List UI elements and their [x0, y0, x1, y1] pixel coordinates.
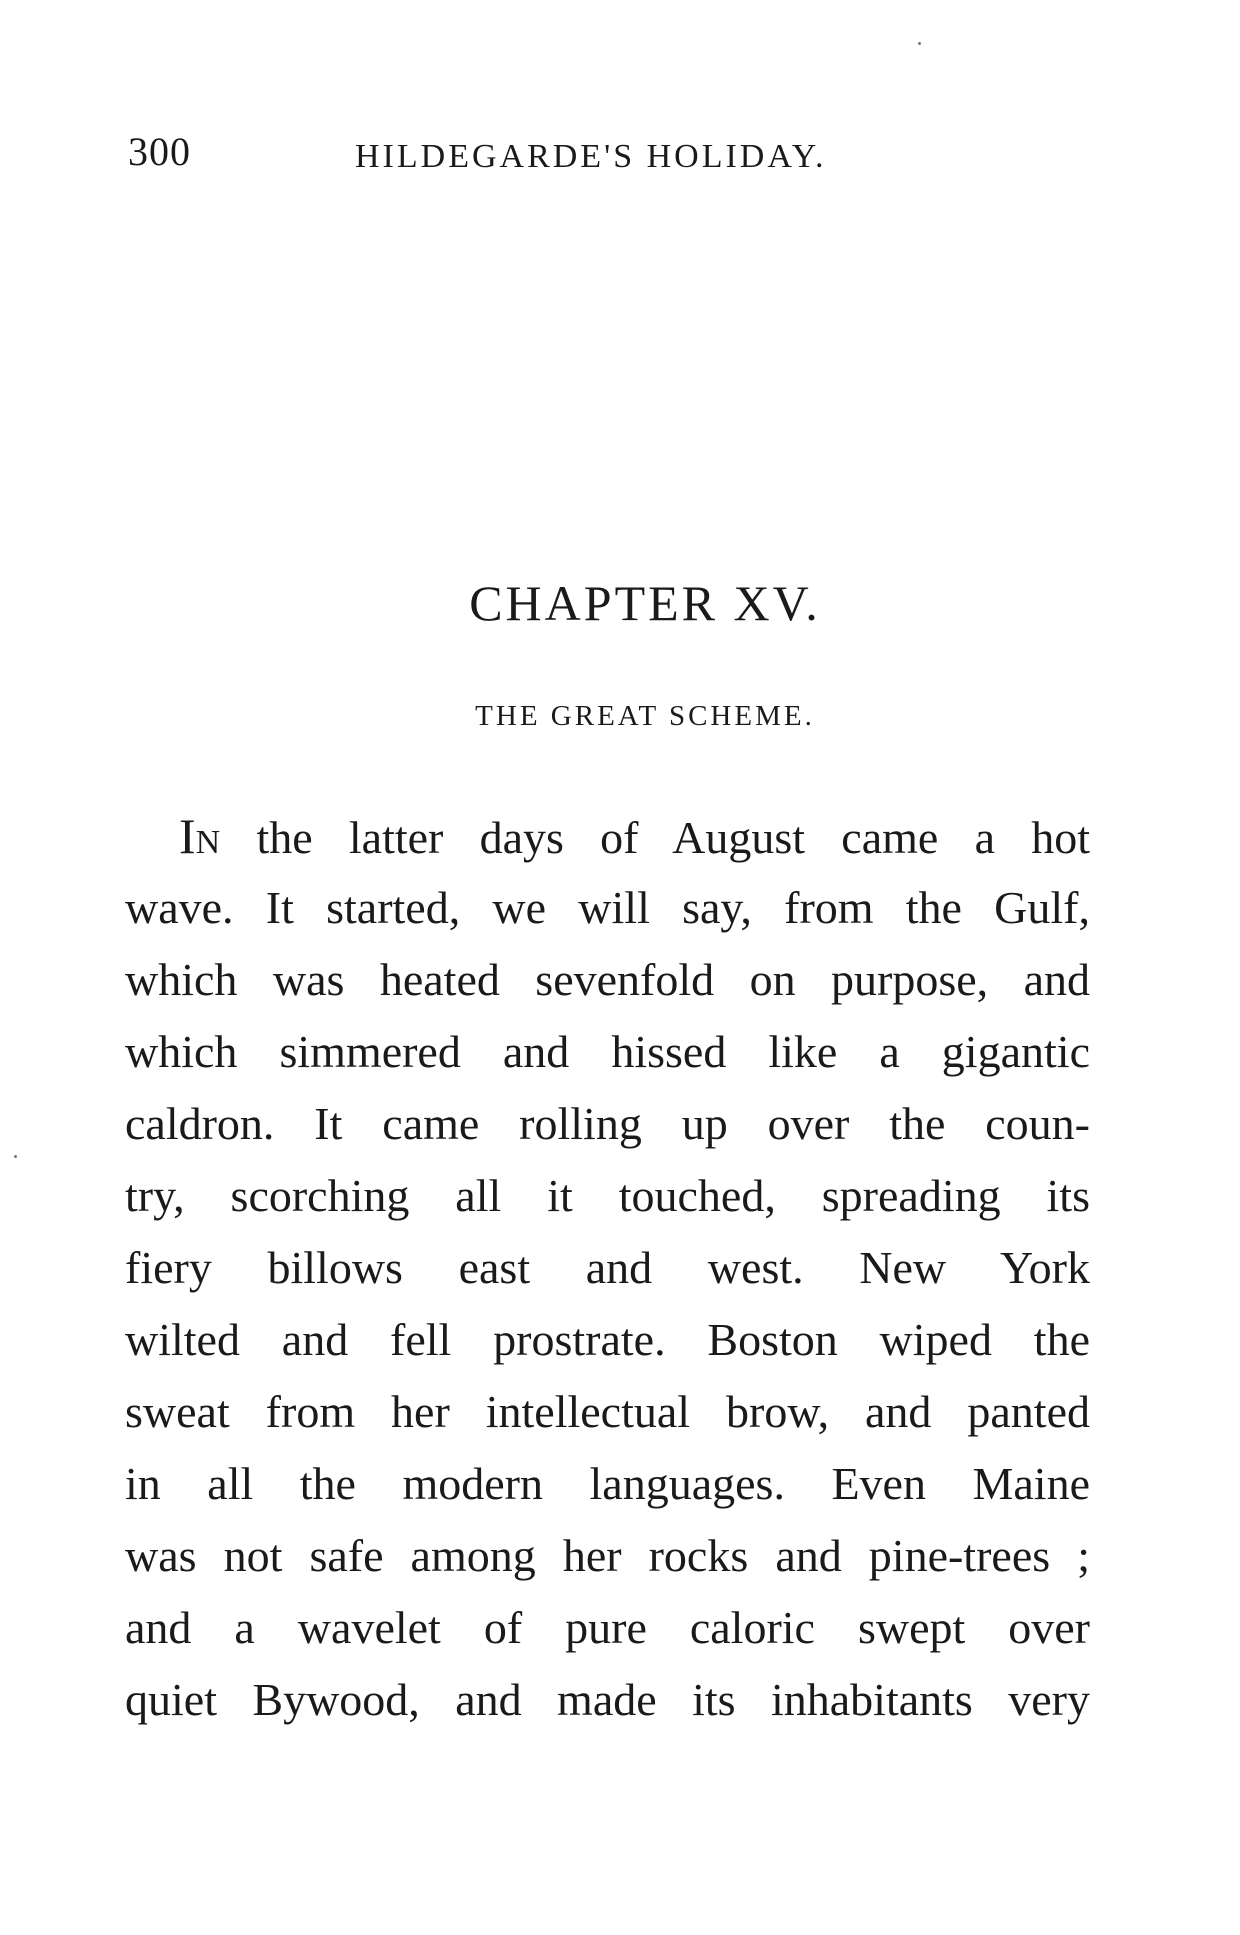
- drop-cap: I: [179, 808, 196, 864]
- text-line: and a wavelet of pure caloric swept over: [125, 1602, 1090, 1653]
- text-line: caldron. It came rolling up over the coun-: [125, 1098, 1090, 1149]
- text-line: try, scorching all it touched, spreading its: [125, 1170, 1090, 1221]
- text-line: [125, 800, 1090, 872]
- text-line: which simmered and hissed like a gigantic: [125, 1026, 1090, 1077]
- text-line: fiery billows east and west. New York: [125, 1242, 1090, 1293]
- ink-speck: [918, 42, 921, 45]
- body-text: [125, 800, 1090, 1736]
- text-line: quiet Bywood, and made its inhabitants very: [125, 1674, 1090, 1725]
- text-line: was not safe among her rocks and pine-trees ;: [125, 1530, 1090, 1581]
- text-line: sweat from her intellectual brow, and panted: [125, 1386, 1090, 1437]
- text-line: wilted and fell prostrate. Boston wiped the: [125, 1314, 1090, 1365]
- text-line: which was heated sevenfold on purpose, and: [125, 954, 1090, 1005]
- small-cap: N: [195, 824, 221, 861]
- text-line: in all the modern languages. Even Maine: [125, 1458, 1090, 1509]
- page-number: 300: [128, 129, 191, 174]
- text-line-rest: the latter days of August came a hot: [220, 812, 1090, 863]
- running-header: HILDEGARDE'S HOLIDAY.: [355, 138, 827, 175]
- ink-speck: [14, 1155, 17, 1158]
- text-line: wave. It started, we will say, from the Gulf,: [125, 882, 1090, 933]
- chapter-subtitle: THE GREAT SCHEME.: [475, 700, 815, 732]
- chapter-title: CHAPTER XV.: [469, 575, 821, 631]
